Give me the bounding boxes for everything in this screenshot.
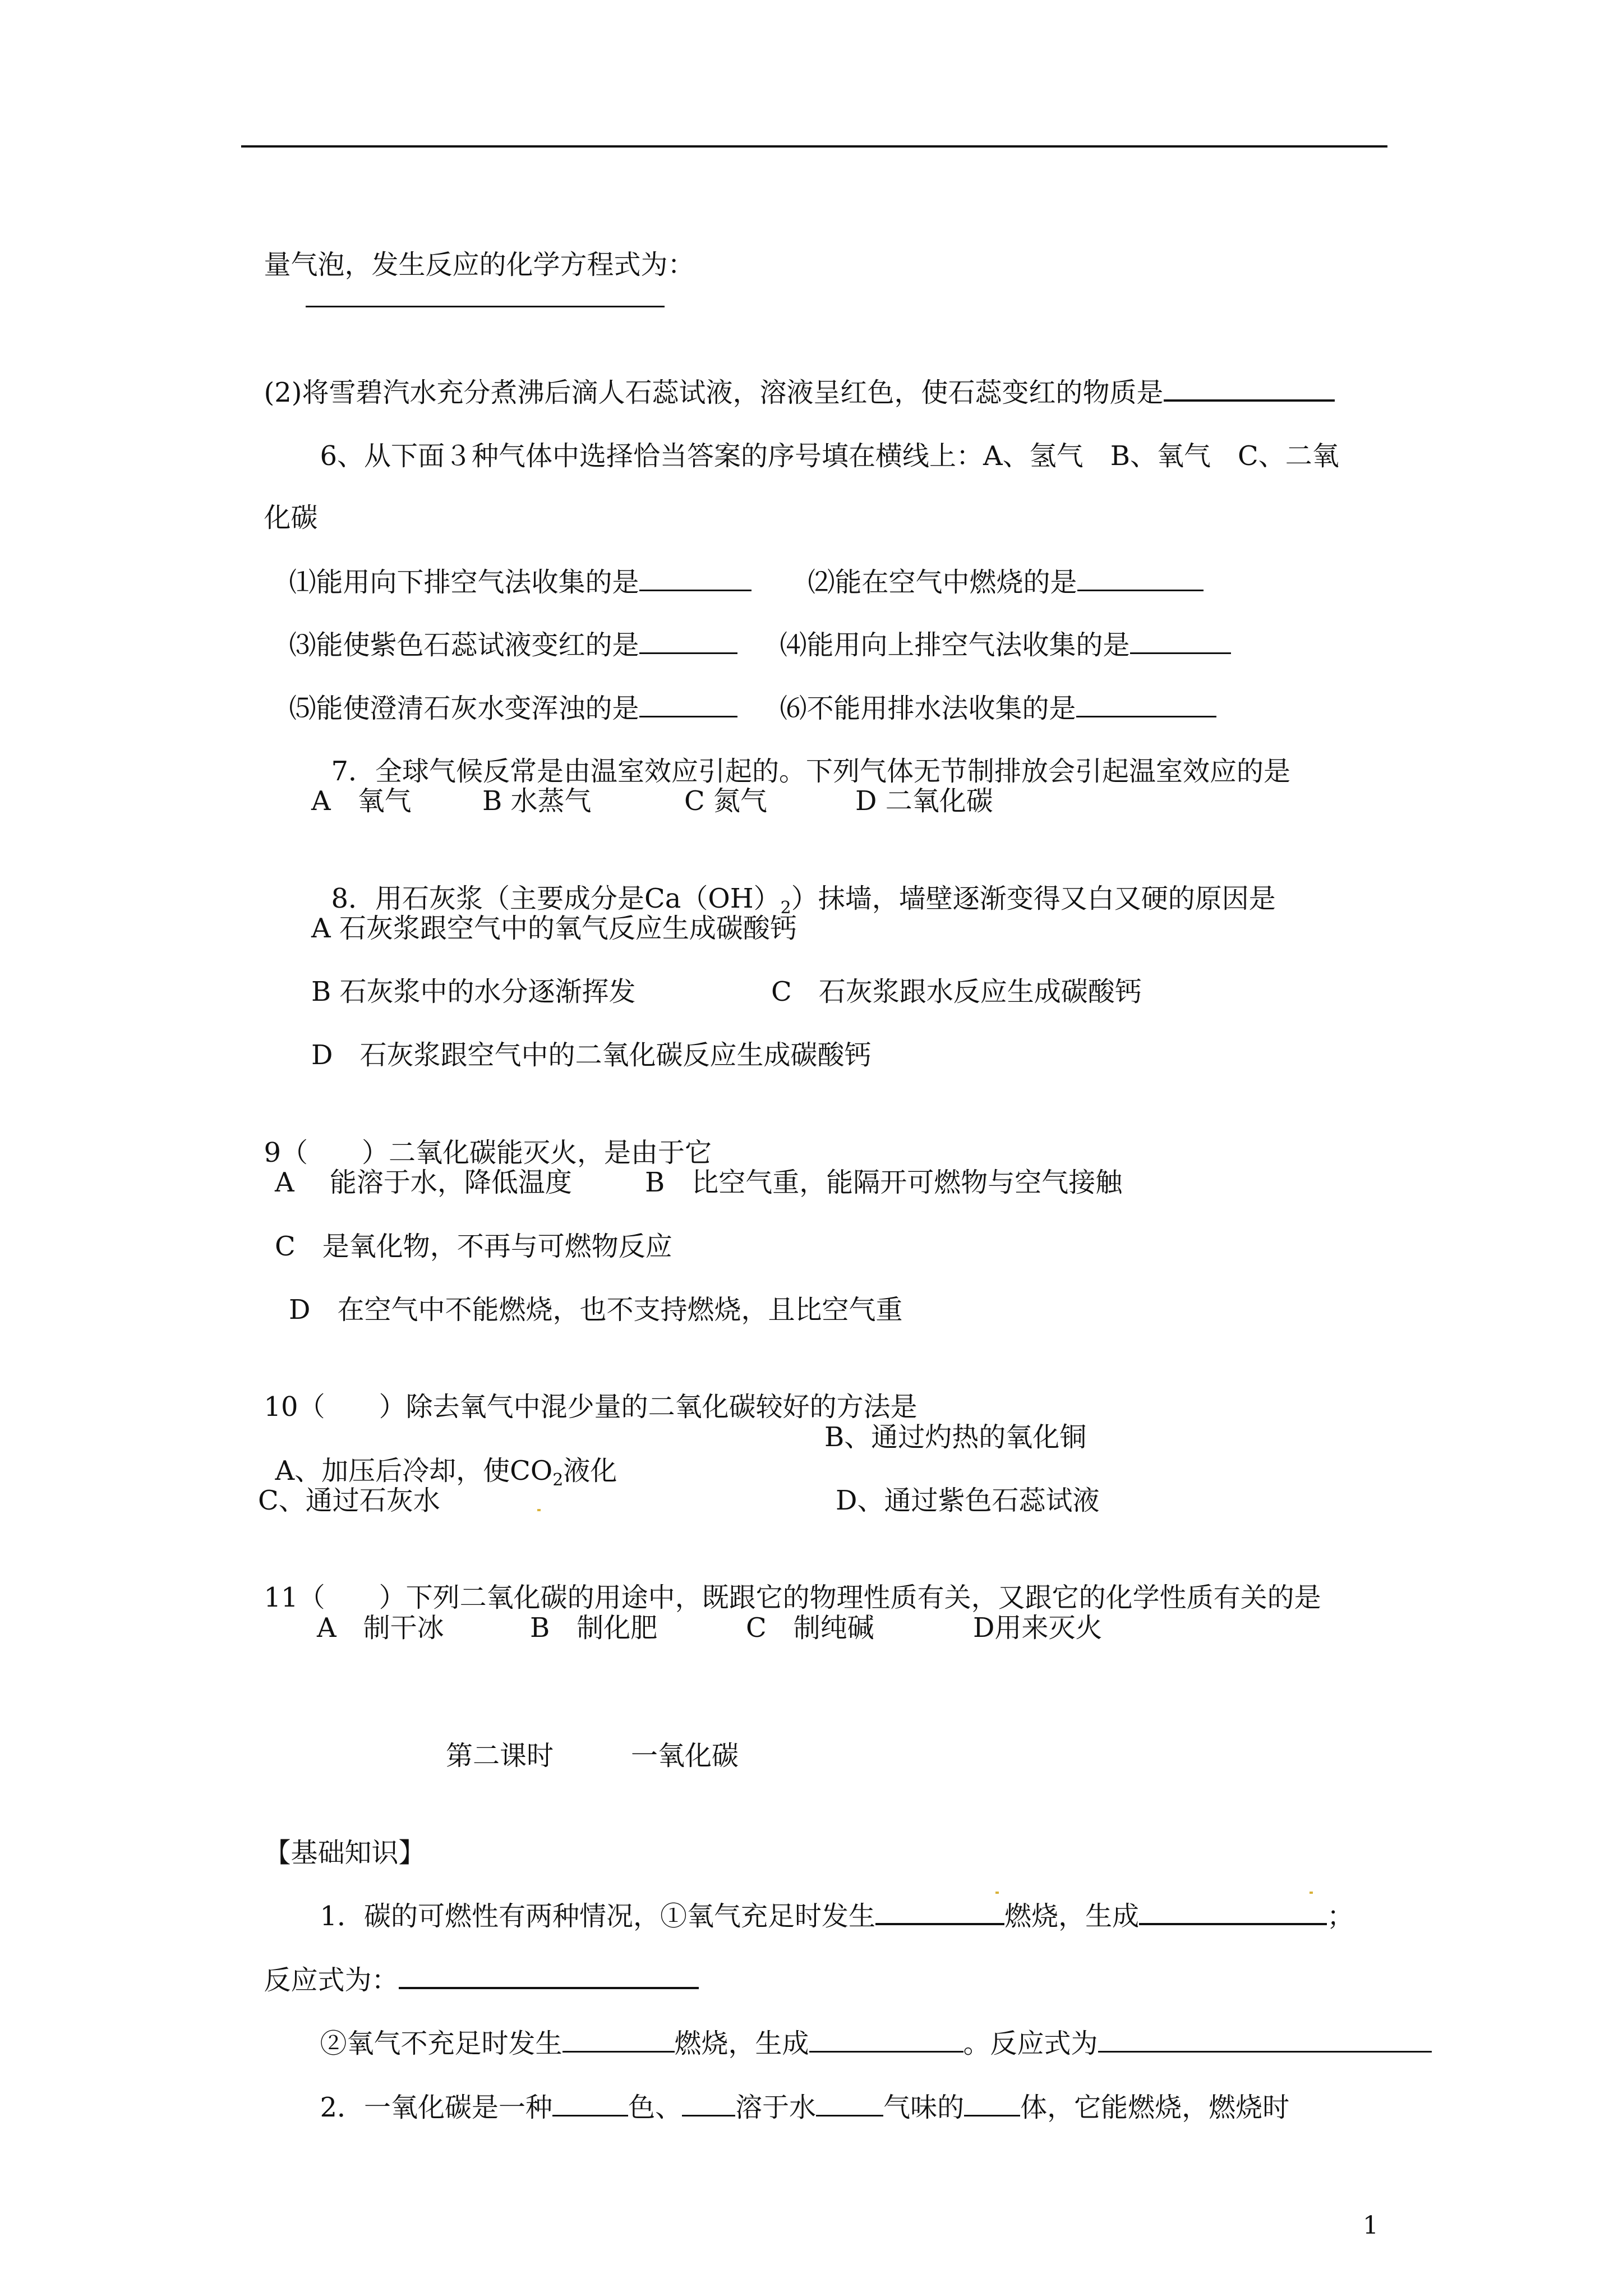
option-text: C、通过石灰水 [258,1485,440,1516]
question-text: 10（ ）除去氧气中混少量的二氧化碳较好的方法是 [264,1391,917,1423]
q6-item-2 [791,532,1204,599]
question-6 [303,406,1339,473]
answer-blank[interactable] [639,648,737,654]
q9-option-c[interactable] [275,1230,672,1263]
q6-item-4 [763,595,1231,662]
q8-option-c[interactable] [771,975,1142,1009]
item-text: 。反应式为 [963,2028,1098,2059]
option-text: C 制纯碱 [746,1612,874,1644]
option-text: D 二氧化碳 [855,785,993,817]
q7-option-c[interactable] [684,784,767,818]
item-text: ⑸能使澄清石灰水变浑浊的是 [289,693,639,724]
option-text: A 石灰浆跟空气中的氧气反应生成碳酸钙 [311,913,797,944]
q10-option-d[interactable] [836,1484,1100,1517]
answer-blank[interactable] [1076,711,1216,717]
option-text: C 是氧化物，不再与可燃物反应 [275,1231,672,1262]
item-text: ⑵能在空气中燃烧的是 [808,567,1077,598]
basics-item-1-equation [247,1930,699,1997]
item-text: ⑶能使紫色石蕊试液变红的是 [289,629,639,661]
title-text: 一氧化碳 [631,1740,739,1772]
item-text: ⑷能用向上排空气法收集的是 [780,629,1130,661]
q10-option-c[interactable] [258,1484,440,1517]
answer-blank[interactable] [1077,585,1204,591]
option-text: A、加压后冷却，使CO [275,1455,553,1487]
q8-option-d[interactable] [311,1038,872,1072]
question-text: 11（ ）下列二氧化碳的用途中，既跟它的物理性质有关，又跟它的化学性质有关的是 [264,1582,1321,1613]
question-text: 8．用石灰浆（主要成分是Ca（OH） [331,883,781,914]
ink-speck [995,1892,999,1894]
q11-option-a[interactable] [317,1611,444,1645]
q6-item-1 [272,532,751,599]
question-text: 9（ ）二氧化碳能灭火，是由于它 [264,1137,712,1168]
basics-item-1 [303,1866,1354,1933]
answer-blank[interactable] [682,2110,735,2116]
question-text: 化碳 [264,502,318,533]
q7-option-a[interactable] [311,784,412,818]
option-text: A 氧气 [311,785,412,817]
option-text: D用来灭火 [973,1612,1103,1644]
header-rule [241,145,1387,148]
item-text: ⑴能用向下排空气法收集的是 [289,567,639,598]
basics-item-1-part-2 [303,1993,1432,2060]
question-11 [247,1547,1321,1614]
option-text: B、通过灼热的氧化铜 [824,1421,1087,1453]
text-line-1 [247,214,695,282]
q11-option-d[interactable] [973,1611,1103,1645]
line-text: (2)将雪碧汽水充分煮沸后滴人石蕊试液，溶液呈红色，使石蕊变红的物质是 [264,377,1164,408]
option-text: D 石灰浆跟空气中的二氧化碳反应生成碳酸钙 [311,1039,872,1071]
item-text: 反应式为： [264,1964,399,1996]
subscript: 2 [552,1470,564,1490]
line-text: 量气泡，发生反应的化学方程式为： [264,249,695,280]
q6-item-3 [272,595,737,662]
q6-item-5 [272,658,737,725]
q9-option-a[interactable] [275,1166,572,1199]
item-text: 气味的 [883,2092,965,2123]
answer-blank[interactable] [875,1918,1004,1925]
basics-item-2 [303,2057,1289,2124]
item-text: 色、 [628,2092,683,2123]
question-8 [314,848,1276,918]
option-text: C 氮气 [684,785,767,817]
q8-option-b[interactable] [311,975,636,1009]
q9-option-d[interactable] [289,1293,903,1327]
q10-option-b[interactable] [824,1420,1086,1454]
q7-option-b[interactable] [482,784,592,818]
item-text: 燃烧，生成 [674,2028,809,2059]
answer-blank[interactable] [1164,395,1335,402]
option-text: D 在空气中不能燃烧，也不支持燃烧，且比空气重 [289,1294,903,1326]
answer-blank[interactable] [809,2046,963,2053]
q11-option-c[interactable] [746,1611,874,1645]
q7-option-d[interactable] [855,784,993,818]
question-text: ）抹墙，墙壁逐渐变得又白又硬的原因是 [791,883,1276,914]
answer-blank[interactable] [399,1982,699,1989]
item-text: 1．碳的可燃性有两种情况，①氧气充足时发生 [320,1901,876,1932]
option-text: B 比空气重，能隔开可燃物与空气接触 [645,1167,1123,1198]
page-number: 1 [1363,2211,1378,2240]
title-text: 第二课时 [446,1740,554,1772]
question-6-continuation [247,467,318,535]
basics-heading [247,1802,426,1870]
option-text: A 制干冰 [317,1612,444,1644]
item-text: ； [1327,1901,1354,1932]
option-text: B 制化肥 [530,1612,658,1644]
question-7 [314,721,1290,788]
question-text: 7．全球气候反常是由温室效应引起的。下列气体无节制排放会引起温室效应的是 [331,756,1291,787]
q6-item-6 [763,658,1216,725]
answer-blank[interactable] [964,2110,1020,2116]
answer-blank[interactable] [639,711,737,717]
item-text: ②氧气不充足时发生 [320,2028,562,2059]
answer-blank[interactable] [306,306,665,307]
answer-blank[interactable] [639,585,751,591]
section-title-lesson [446,1739,554,1773]
q10-option-a[interactable] [258,1420,617,1488]
answer-blank[interactable] [1098,2046,1432,2053]
question-10 [247,1356,917,1424]
answer-blank[interactable] [1139,1918,1327,1925]
option-text: 液化 [563,1455,617,1487]
option-text: A 能溶于水，降低温度 [275,1167,572,1198]
item-text: 燃烧，生成 [1004,1901,1140,1932]
question-text: 6、从下面３种气体中选择恰当答案的序号填在横线上：A、氢气 B、氧气 C、二氧 [320,440,1339,472]
question-9 [247,1102,712,1170]
item-text: 2．一氧化碳是一种 [320,2092,553,2123]
option-text: B 水蒸气 [482,785,592,817]
section-title-topic [631,1739,739,1773]
q8-option-a[interactable] [311,912,797,945]
answer-blank[interactable] [816,2110,883,2116]
answer-blank[interactable] [552,2110,628,2116]
subscript: 2 [780,898,791,918]
text-line-2 [247,342,1335,409]
option-text: D、通过紫色石蕊试液 [836,1485,1100,1516]
item-text: ⑹不能用排水法收集的是 [780,693,1076,724]
ink-speck [537,1509,541,1511]
option-text: B 石灰浆中的水分逐渐挥发 [311,976,636,1007]
answer-blank[interactable] [1130,648,1231,654]
item-text: 体，它能燃烧，燃烧时 [1020,2092,1290,2123]
item-text: 溶于水 [735,2092,817,2123]
q11-option-b[interactable] [530,1611,657,1645]
ink-speck [1310,1892,1313,1894]
heading-text: 【基础知识】 [264,1837,426,1869]
answer-blank[interactable] [562,2046,675,2053]
q9-option-b[interactable] [645,1166,1122,1199]
option-text: C 石灰浆跟水反应生成碳酸钙 [771,976,1142,1007]
